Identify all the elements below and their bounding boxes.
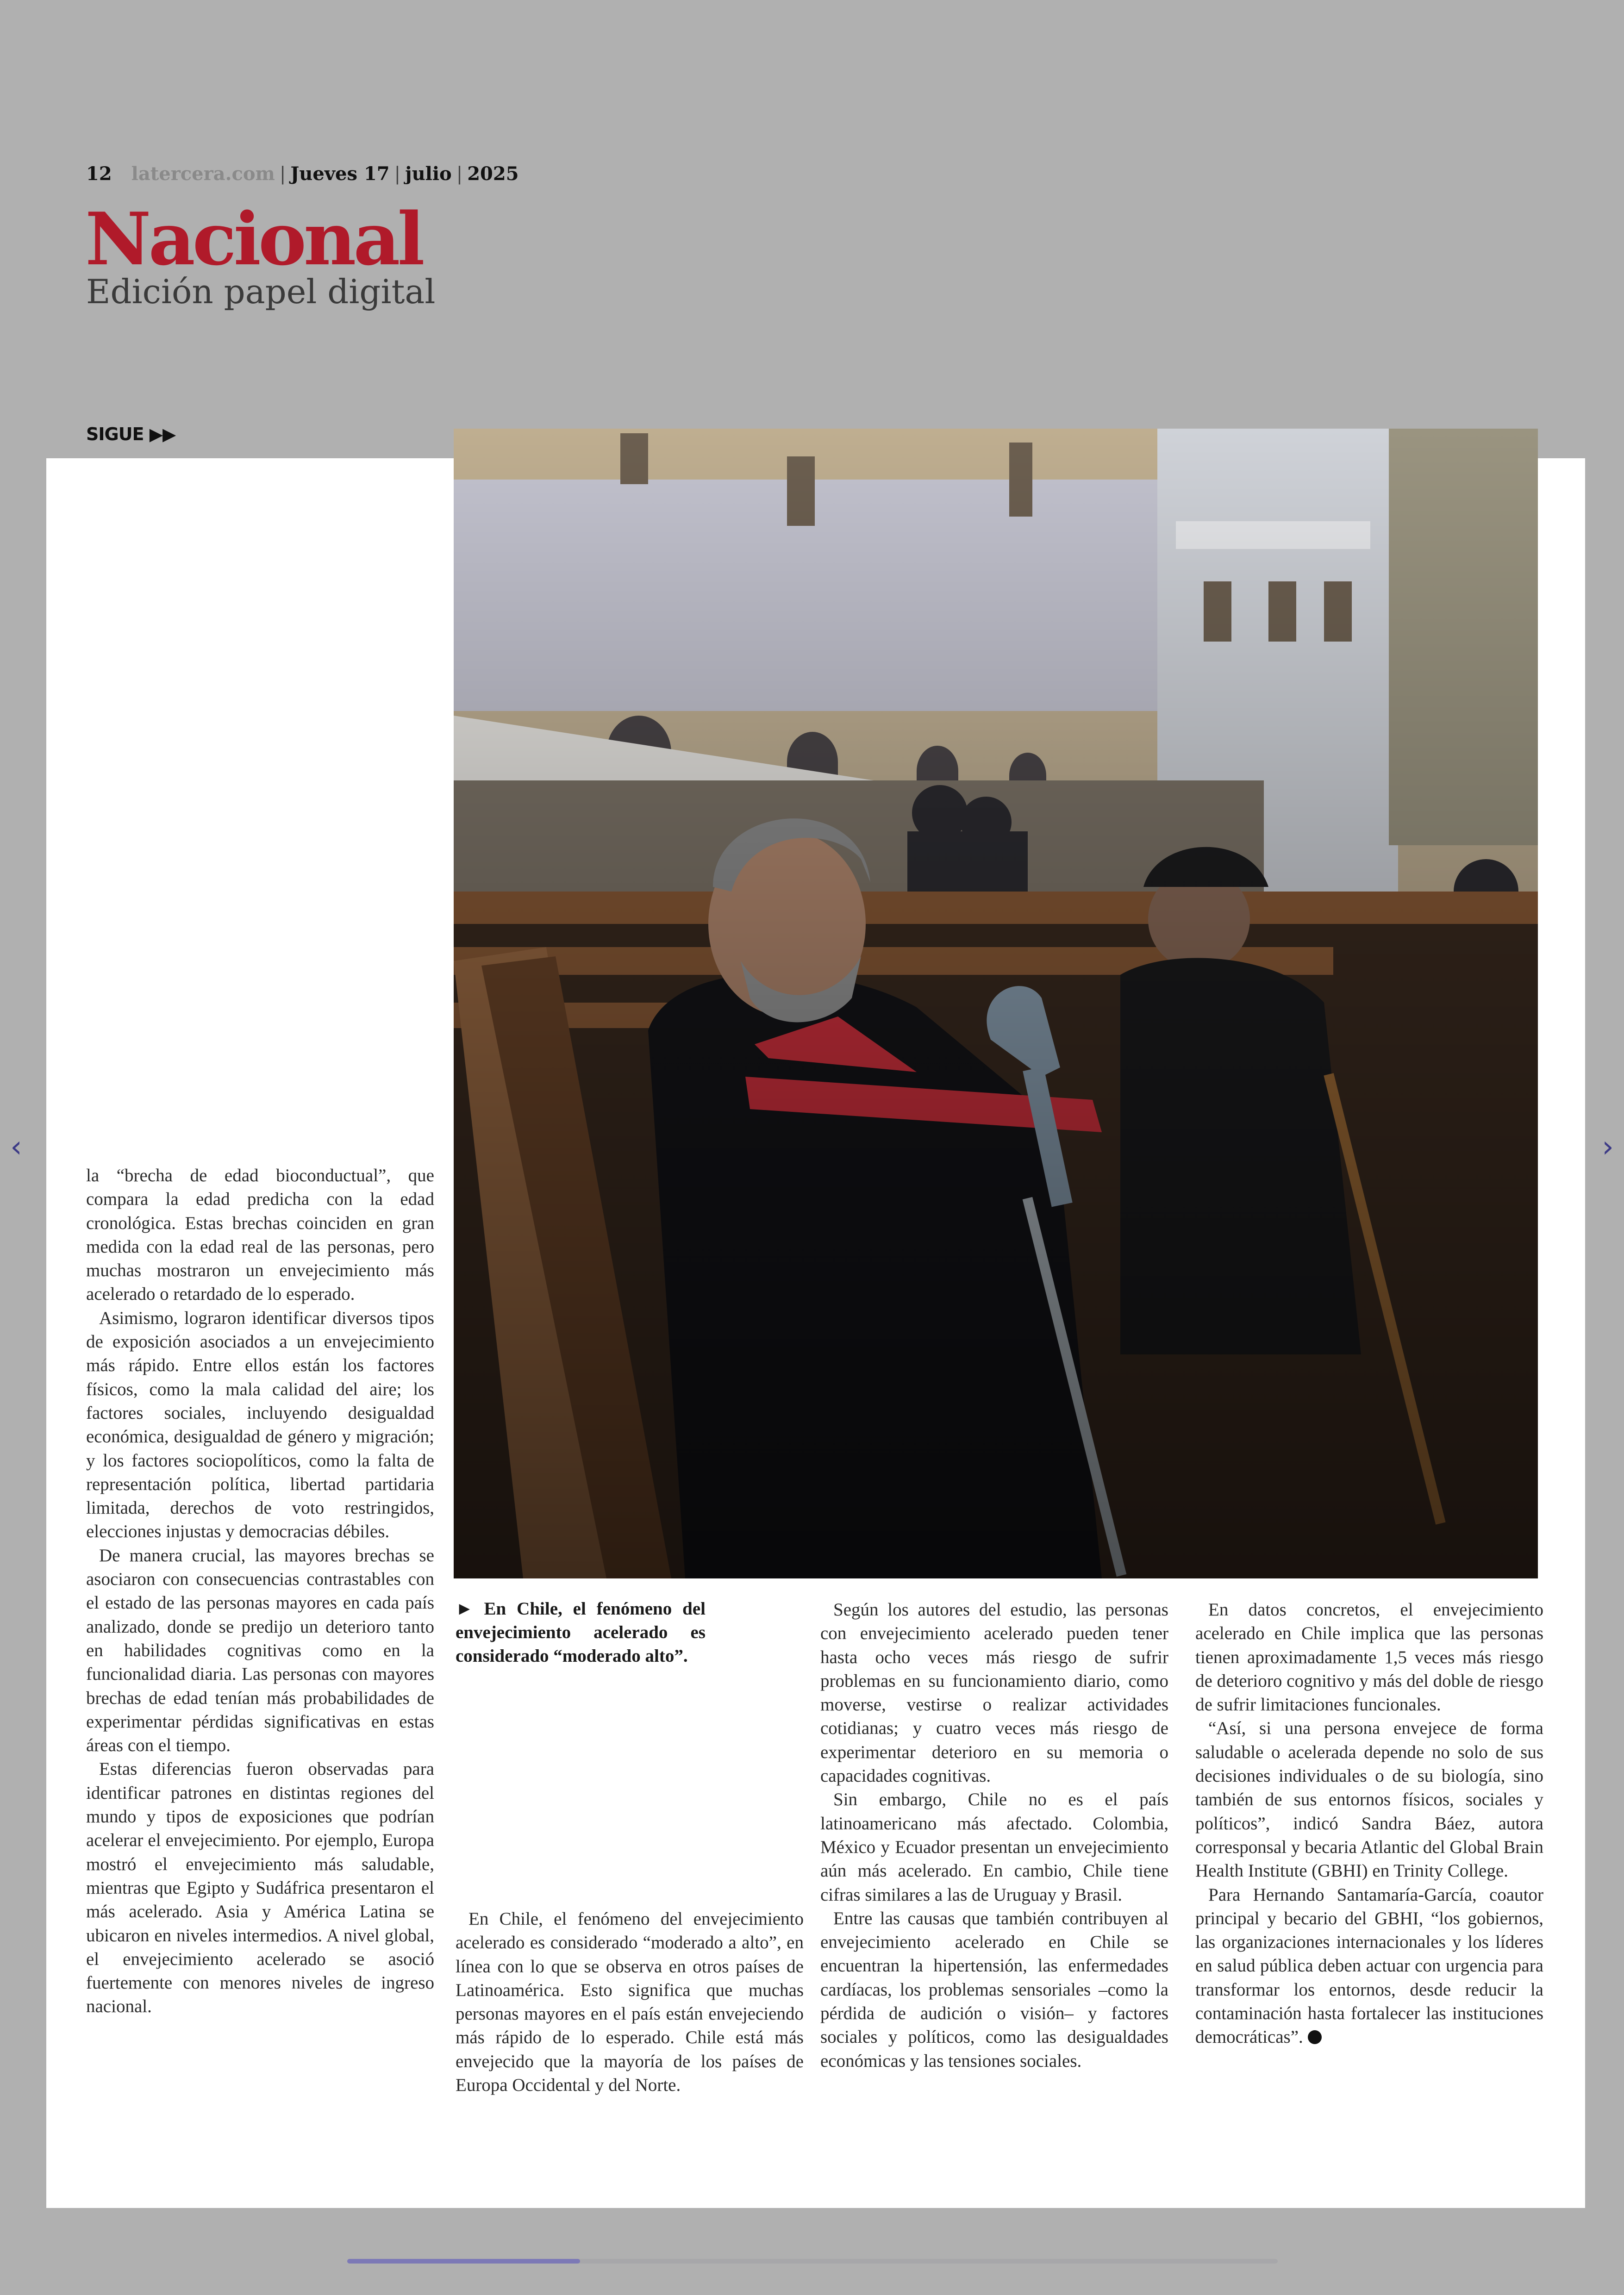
page-progress-bar[interactable] <box>347 2259 1278 2264</box>
paragraph: Estas diferencias fueron observadas para identificar patrones en distintas regiones del mundo y tipos de exposiciones que podrían acelerar el envejecimiento. Por ejemplo, Europa mostró el envejecimiento más saludable, mientras que Egipto y Sudáfrica presentaron el más acelerado. Asia y América Latina se ubicaron en niveles intermedios. A nivel global, el envejecimiento acelerado se asoció fuertemente con menores niveles de ingreso nacional. <box>86 1759 434 2017</box>
article-column-3 <box>820 1598 1168 2073</box>
paragraph: la “brecha de edad bioconductual”, que compara la edad predicha con la edad cronológica. Estas brechas coinciden en gran medida con la edad real de las personas, pero muchas mostraron un envejecimiento más acelerado o retardado de lo esperado. <box>86 1166 434 1304</box>
issue-day: Jueves 17 <box>290 163 390 185</box>
paragraph: De manera crucial, las mayores brechas se asociaron con consecuencias contrastables con el estado de las personas mayores en cada país analizado, donde se predijo un deterioro tanto en habilidades cognitivas como en la funcionalidad diaria. Las personas con mayores brechas de edad tenían más probabilidades de experimentar pérdidas significativas en estas áreas con el tiempo. <box>86 1545 434 1756</box>
chevron-right-icon: › <box>1602 1130 1614 1164</box>
paragraph <box>1195 1883 1543 2049</box>
issue-year: 2025 <box>467 163 519 185</box>
next-page-button[interactable] <box>1596 1129 1619 1166</box>
page-number: 12 <box>86 163 112 185</box>
paragraph: Según los autores del estudio, las personas con envejecimiento acelerado pueden tener hasta ocho veces más riesgo de sufrir problemas en su funcionamiento diario, como moverse, vestirse o realizar actividades cotidianas; y cuatro veces más riesgo de experimentar deterioro en su memoria o capacidades cognitivas. <box>820 1600 1168 1786</box>
photo-caption: ► En Chile, el fenómeno del envejecimiento acelerado es considerado “moderado alto”. <box>456 1599 706 1666</box>
continue-label: SIGUE ▶▶ <box>86 424 176 444</box>
article-photo <box>454 429 1538 1578</box>
section-title: Nacional <box>85 197 422 281</box>
previous-page-button[interactable] <box>5 1129 28 1166</box>
article-column-2 <box>456 1907 804 2097</box>
page-folio: 12 latercera.com | Jueves 17 | julio | 2025 <box>86 163 519 185</box>
issue-month: julio <box>405 163 452 185</box>
article-column-4 <box>1195 1598 1543 2049</box>
site-name: latercera.com <box>131 163 275 185</box>
paragraph: En Chile, el fenómeno del envejecimiento acelerado es considerado “moderado a alto”, en línea con lo que se observa en otros países de Latinoamérica. Esto significa que muchas personas mayores en el país están envejeciendo más rápido de lo esperado. Chile está más envejecido que la mayoría de los países de Europa Occidental y del Norte. <box>456 1909 804 2095</box>
paragraph: “Así, si una persona envejece de forma saludable o acelerada depende no solo de sus decisiones individuales o de su biología, sino también de sus entornos físicos, sociales y políticos”, indicó Sandra Báez, autora corresponsal y becaria Atlantic del Global Brain Health Institute (GBHI) en Trinity College. <box>1195 1718 1543 1881</box>
paragraph: En datos concretos, el envejecimiento acelerado en Chile implica que las personas tienen aproximadamente 1,5 veces más riesgo de deterioro cognitivo y más del doble de riesgo de sufrir limitaciones funcionales. <box>1195 1600 1543 1715</box>
paragraph-text: Para Hernando Santamaría-García, coautor principal y becario del GBHI, “los gobiernos, las organizaciones internacionales y los líderes en salud pública deben actuar con urgencia para transformar los entornos, desde reducir la contaminación hasta fortalecer las instituciones democráticas”. <box>1195 1884 1543 2047</box>
end-of-article-icon <box>1308 2030 1322 2044</box>
page-progress-fill <box>347 2259 580 2264</box>
paragraph: Asimismo, lograron identificar diversos tipos de exposición asociados a un envejecimiento más rápido. Entre ellos están los factores físicos, como la mala calidad del aire; los factores sociales, incluyendo desigualdad económica, desigualdad de género y migración; y los factores sociopolíticos, como la falta de representación política, libertad partidaria limitada, derechos de voto restringidos, elecciones injustas y democracias débiles. <box>86 1308 434 1542</box>
chevron-left-icon: ‹ <box>10 1130 22 1164</box>
article-column-1 <box>86 1164 434 2019</box>
photo-illustration <box>454 429 1538 1578</box>
paragraph: Sin embargo, Chile no es el país latinoamericano más afectado. Colombia, México y Ecuador presentan un envejecimiento aún más acelerado. En cambio, Chile tiene cifras similares a las de Uruguay y Brasil. <box>820 1790 1168 1905</box>
paragraph: Entre las causas que también contribuyen al envejecimiento acelerado en Chile se encuentran la hipertensión, las enfermedades cardíacas, los problemas sensoriales –como la pérdida de audición o visión– y factores sociales y políticos, como las desigualdades económicas y las tensiones sociales. <box>820 1908 1168 2071</box>
edition-subtitle: Edición papel digital <box>86 272 436 311</box>
